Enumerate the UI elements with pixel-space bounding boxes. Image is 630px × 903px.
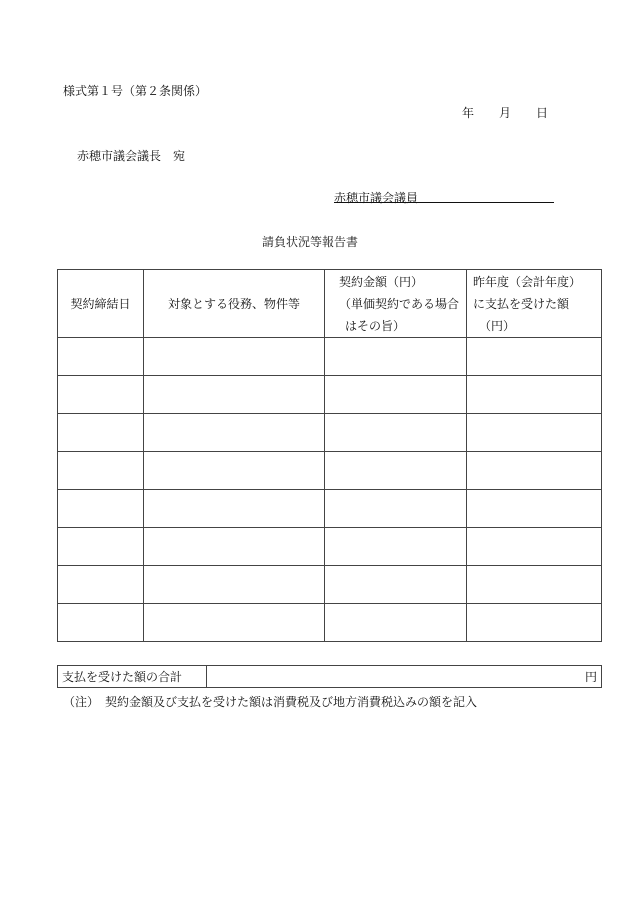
cell-subject[interactable]: [144, 528, 325, 566]
cell-paid-amount[interactable]: [467, 604, 602, 642]
cell-paid-amount[interactable]: [467, 376, 602, 414]
cell-contract-amount[interactable]: [325, 566, 467, 604]
table-row: [58, 528, 602, 566]
total-row: [58, 666, 602, 688]
cell-contract-amount[interactable]: [325, 604, 467, 642]
cell-paid-amount[interactable]: [467, 452, 602, 490]
header-line: 契約金額（円）: [339, 274, 424, 289]
date-year-label: 年: [462, 106, 475, 120]
table-row: [58, 566, 602, 604]
cell-subject[interactable]: [144, 338, 325, 376]
total-label: 支払を受けた額の合計: [58, 666, 207, 688]
cell-contract-amount[interactable]: [325, 338, 467, 376]
header-line: はその旨）: [345, 318, 406, 333]
table-row: [58, 414, 602, 452]
cell-contract-amount[interactable]: [325, 376, 467, 414]
cell-paid-amount[interactable]: [467, 490, 602, 528]
total-amount-cell[interactable]: [207, 666, 602, 688]
table-row: [58, 490, 602, 528]
member-name-line[interactable]: [334, 202, 554, 203]
cell-contract-date[interactable]: [58, 528, 144, 566]
cell-subject[interactable]: [144, 566, 325, 604]
header-line: 昨年度（会計年度）: [473, 274, 582, 289]
cell-contract-date[interactable]: [58, 452, 144, 490]
header-line: （単価契約である場合: [339, 296, 460, 311]
cell-contract-date[interactable]: [58, 338, 144, 376]
cell-paid-amount[interactable]: [467, 566, 602, 604]
cell-subject[interactable]: [144, 604, 325, 642]
column-header-paid-amount: [467, 270, 602, 338]
cell-paid-amount[interactable]: [467, 528, 602, 566]
document-title: 請負状況等報告書: [262, 235, 359, 249]
table-header-row: [58, 270, 602, 338]
date-day-label: 日: [536, 106, 549, 120]
cell-contract-date[interactable]: [58, 414, 144, 452]
note: （注） 契約金額及び支払を受けた額は消費税及び地方消費税込みの額を記入: [63, 695, 478, 709]
table-row: [58, 376, 602, 414]
cell-contract-date[interactable]: [58, 490, 144, 528]
contract-table: [57, 269, 602, 642]
header-line: に支払を受けた額: [473, 296, 570, 311]
form-number: 様式第１号（第２条関係）: [63, 84, 208, 98]
cell-paid-amount[interactable]: [467, 338, 602, 376]
column-header-contract-amount: [325, 270, 467, 338]
column-header-subject: 対象とする役務、物件等: [144, 270, 325, 338]
table-row: [58, 338, 602, 376]
cell-paid-amount[interactable]: [467, 414, 602, 452]
cell-contract-amount[interactable]: [325, 490, 467, 528]
cell-contract-amount[interactable]: [325, 452, 467, 490]
column-header-contract-date: 契約締結日: [58, 270, 144, 338]
total-table: [57, 665, 602, 688]
cell-contract-date[interactable]: [58, 604, 144, 642]
date-month-label: 月: [499, 106, 512, 120]
table-row: [58, 604, 602, 642]
cell-contract-amount[interactable]: [325, 528, 467, 566]
cell-contract-date[interactable]: [58, 566, 144, 604]
cell-contract-amount[interactable]: [325, 414, 467, 452]
table-row: [58, 452, 602, 490]
total-unit: 円: [584, 670, 597, 684]
addressee: 赤穂市議会議長 宛: [77, 149, 186, 163]
cell-subject[interactable]: [144, 452, 325, 490]
header-line: （円）: [479, 318, 516, 333]
cell-contract-date[interactable]: [58, 376, 144, 414]
member-label: 赤穂市議会議員: [334, 191, 419, 205]
cell-subject[interactable]: [144, 414, 325, 452]
cell-subject[interactable]: [144, 376, 325, 414]
cell-subject[interactable]: [144, 490, 325, 528]
